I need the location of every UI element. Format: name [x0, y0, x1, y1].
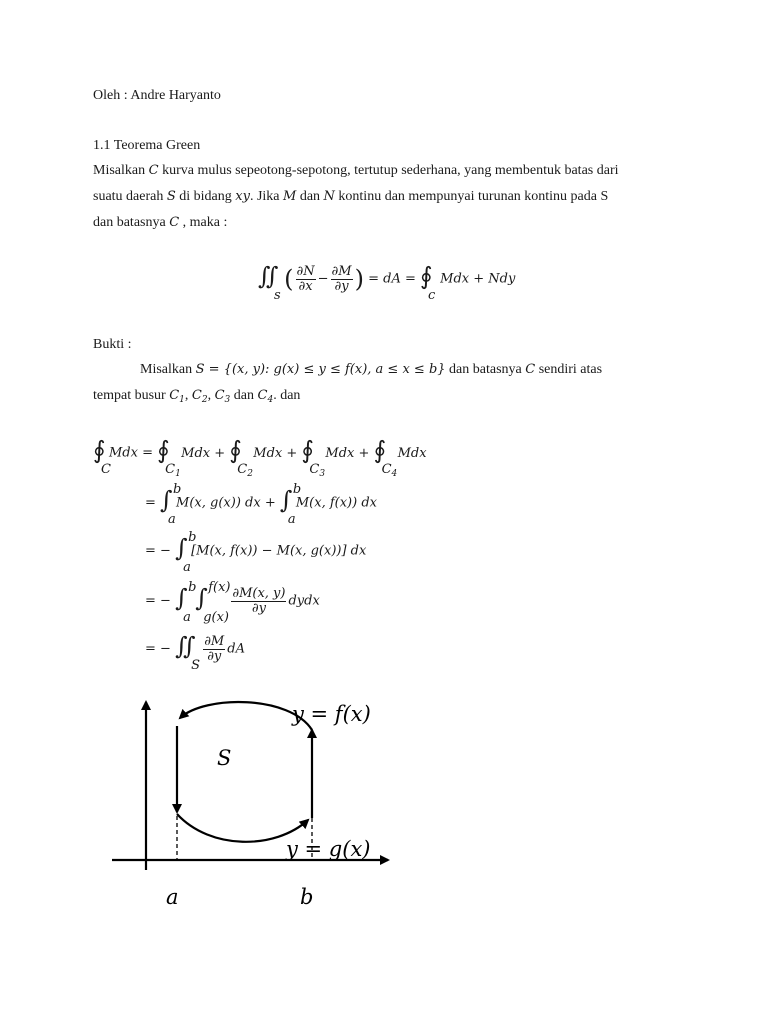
proof-line-2: tempat busur $C_1$, $C_2$, $C_3$ dan $C_4$. dan: [93, 388, 301, 405]
section-title: 1.1 Teorema Green: [93, 138, 201, 153]
proof-label: Bukti :: [93, 337, 132, 352]
region-diagram: [100, 690, 400, 915]
label-a: a: [166, 885, 179, 909]
theorem-line-1: Misalkan C kurva mulus sepeotong-sepotong, tertutup sederhana, yang membentuk batas dari: [93, 163, 619, 178]
label-b: b: [300, 885, 314, 909]
green-formula: ∬ s ( $\frac{\partial N}{\partial x}$ − $\frac{\partial M}{\partial y}$ ) = dA = ∮ c Mdx + Ndy: [258, 262, 516, 303]
author-line: Oleh : Andre Haryanto: [93, 88, 221, 103]
double-integral-symbol: ∬ s: [258, 262, 281, 303]
theorem-line-3: dan batasnya C , maka :: [93, 215, 228, 230]
theorem-line-2: suatu daerah S di bidang xy. Jika M dan N kontinu dan mempunyai turunan kontinu pada S: [93, 189, 609, 204]
label-f: y = f(x): [292, 702, 371, 726]
label-S: S: [217, 746, 232, 770]
derivation-row-3: = − ∫ b a [M(x, f(x)) − M(x, g(x))] dx: [145, 530, 367, 575]
proof-line-1: Misalkan S = {(x, y): g(x) ≤ y ≤ f(x), a ≤ x ≤ b} dan batasnya C sendiri atas: [140, 362, 603, 377]
derivation-row-4: = − ∫ b a ∫ f(x) g(x) $\frac{\partial M(x, y)}{\partial y}$ dydx: [145, 580, 320, 625]
contour-integral-symbol: ∮ c: [420, 262, 436, 303]
derivation-row-1: ∮ C Mdx = ∮ $C_1$ Mdx + ∮ $C_2$ Mdx + ∮ $C_3$ Mdx + ∮ $C_4$ Mdx: [93, 436, 427, 479]
label-g: y = g(x): [286, 837, 371, 861]
derivation-row-5: = − ∬ S $\frac{\partial M}{\partial y}$ dA: [145, 632, 245, 673]
derivation-row-2: = ∫ b a M(x, g(x)) dx + ∫ b a M(x, f(x)) dx: [145, 482, 377, 527]
